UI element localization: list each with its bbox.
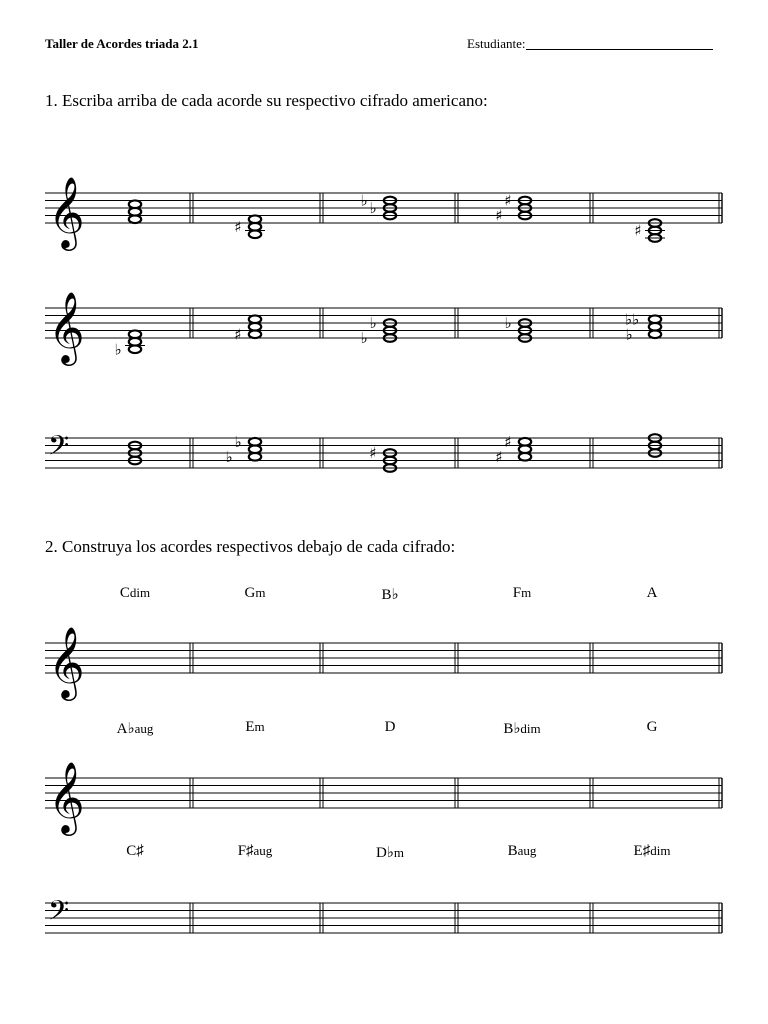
chord bbox=[234, 215, 265, 238]
chord bbox=[114, 330, 145, 358]
cifrado-label bbox=[607, 719, 697, 736]
cifrado-label bbox=[210, 719, 300, 736]
cifrado-root: E♯ bbox=[633, 843, 651, 859]
cifrado-quality: m bbox=[254, 719, 265, 734]
ex2-staff-3 bbox=[0, 870, 768, 950]
bass-clef-icon: 𝄢 bbox=[48, 894, 70, 933]
cifrado-quality: dim bbox=[520, 721, 541, 736]
sharp-icon: ♯ bbox=[504, 191, 512, 210]
ex2-staff-1 bbox=[0, 610, 768, 698]
flat-icon: ♭ bbox=[225, 447, 233, 466]
bass-clef-icon: 𝄢 bbox=[48, 429, 70, 468]
flat-icon: ♭ bbox=[114, 340, 122, 359]
sharp-icon: ♯ bbox=[634, 221, 642, 240]
flat-icon: ♭ bbox=[369, 199, 377, 217]
cifrado-root: A bbox=[646, 585, 658, 601]
cifrado-quality: m bbox=[521, 585, 532, 600]
exercise2-instruction: 2. Construya los acordes respectivos debajo de cada cifrado: bbox=[45, 537, 456, 556]
student-name-field[interactable] bbox=[467, 36, 713, 52]
cifrado-label bbox=[345, 585, 435, 604]
treble-clef-icon: 𝄞 bbox=[48, 290, 85, 363]
cifrado-root: C♯ bbox=[126, 843, 144, 859]
ex1-staff-2 bbox=[0, 275, 768, 363]
cifrado-label bbox=[210, 585, 300, 602]
chord bbox=[234, 315, 261, 343]
flat-icon: ♭ bbox=[625, 325, 633, 344]
cifrado-label bbox=[607, 585, 697, 602]
cifrado-label bbox=[607, 843, 697, 860]
cifrado-quality: dim bbox=[129, 585, 151, 600]
ex1-staff-3 bbox=[0, 405, 768, 485]
chord bbox=[634, 219, 665, 242]
cifrado-root: G bbox=[646, 719, 658, 735]
student-name-line bbox=[526, 37, 713, 50]
cifrado-label bbox=[210, 843, 300, 860]
sharp-icon: ♯ bbox=[495, 206, 503, 225]
cifrado-label bbox=[477, 585, 567, 602]
cifrado-root: F♯ bbox=[237, 843, 254, 859]
cifrado-label bbox=[90, 719, 180, 738]
ex1-staff-1 bbox=[0, 160, 768, 248]
cifrado-root: E bbox=[245, 719, 255, 735]
worksheet-title: Taller de Acordes triada 2.1 bbox=[45, 36, 199, 51]
cifrado-quality: m bbox=[255, 585, 266, 600]
chord bbox=[129, 200, 141, 223]
double-flat-icon: ♭♭ bbox=[624, 310, 640, 329]
sharp-icon: ♯ bbox=[234, 325, 242, 344]
sharp-icon: ♯ bbox=[369, 444, 377, 462]
cifrado-root: B bbox=[507, 843, 518, 859]
cifrado-quality: aug bbox=[253, 843, 273, 858]
treble-clef-icon: 𝄞 bbox=[48, 625, 85, 698]
cifrado-quality: aug bbox=[134, 721, 154, 736]
flat-icon: ♭ bbox=[360, 329, 368, 347]
cifrado-root: D bbox=[384, 719, 396, 735]
cifrado-root: D♭ bbox=[375, 845, 394, 861]
cifrado-label bbox=[477, 843, 567, 860]
cifrado-label bbox=[90, 843, 180, 860]
ex2-staff-2 bbox=[0, 745, 768, 833]
cifrado-root: F bbox=[512, 585, 522, 601]
treble-clef-icon: 𝄞 bbox=[48, 175, 85, 248]
cifrado-root: B♭ bbox=[503, 721, 521, 737]
flat-icon: ♭ bbox=[504, 314, 512, 332]
cifrado-quality: m bbox=[393, 845, 405, 860]
cifrado-root: G bbox=[244, 585, 256, 601]
cifrado-root: C bbox=[119, 585, 130, 601]
cifrado-label bbox=[345, 843, 435, 862]
student-label: Estudiante: bbox=[467, 36, 526, 51]
treble-clef-icon: 𝄞 bbox=[48, 760, 85, 833]
cifrado-quality: aug bbox=[517, 843, 537, 858]
cifrado-root: B♭ bbox=[381, 587, 399, 603]
flat-icon: ♭ bbox=[369, 314, 377, 332]
cifrado-quality: dim bbox=[650, 843, 671, 858]
flat-icon: ♭ bbox=[360, 191, 368, 210]
cifrado-label bbox=[477, 719, 567, 738]
cifrado-label bbox=[90, 585, 180, 602]
flat-icon: ♭ bbox=[234, 432, 242, 451]
sharp-icon: ♯ bbox=[495, 447, 503, 466]
sharp-icon: ♯ bbox=[234, 217, 242, 236]
sharp-icon: ♯ bbox=[504, 432, 512, 451]
exercise1-instruction: 1. Escriba arriba de cada acorde su respectivo cifrado americano: bbox=[45, 91, 488, 110]
cifrado-root: A♭ bbox=[116, 721, 135, 737]
cifrado-label bbox=[345, 719, 435, 736]
